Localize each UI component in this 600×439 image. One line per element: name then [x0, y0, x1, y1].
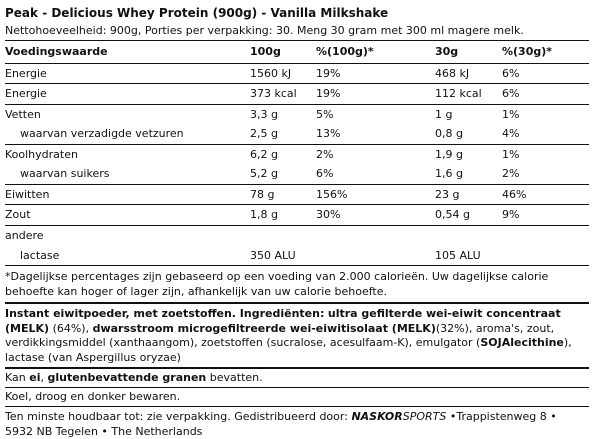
nutrition-table — [5, 41, 589, 265]
table-row — [5, 104, 589, 124]
value-100g: 2,5 g — [250, 127, 278, 141]
pct-100g: 2% — [316, 144, 435, 164]
pct-30g: 46% — [502, 184, 589, 205]
value-100g: 78 g — [250, 184, 316, 205]
product-title: Peak - Delicious Whey Protein (900g) - Vanilla Milkshake — [5, 6, 389, 20]
ingredients-section — [5, 302, 589, 367]
ingredient-whey-isolate: dwarsstroom microgefiltreerde wei-eiwitisolaat (MELK) — [92, 321, 436, 335]
allergen-suffix: bevatten. — [209, 371, 263, 385]
value-100g: 1,8 g — [250, 205, 316, 226]
pct-100g: 6% — [316, 167, 334, 181]
brand-name-rest: SPORTS — [402, 410, 447, 424]
value-30g: 0,54 g — [435, 205, 502, 226]
nutrient-name: lactase — [20, 248, 60, 262]
table-row — [5, 205, 589, 226]
header-nutrient: Voedingswaarde — [5, 45, 108, 59]
value-100g: 350 ALU — [250, 248, 296, 262]
table-row — [5, 246, 589, 266]
value-100g — [250, 225, 316, 245]
pct-100g: 19% — [316, 84, 435, 105]
allergen-egg: ei — [29, 371, 41, 385]
pct-100g: 19% — [316, 66, 341, 80]
table-row — [5, 124, 589, 144]
pct-30g: 9% — [502, 205, 589, 226]
value-30g: 105 ALU — [435, 248, 481, 262]
nutrient-name: Vetten — [5, 104, 250, 124]
address-street: •Trappistenweg 8 • — [449, 410, 557, 424]
pct-30g: 4% — [502, 127, 520, 141]
pct-30g: 6% — [502, 84, 589, 105]
value-30g: 112 kcal — [435, 84, 502, 105]
allergen-prefix: Kan — [5, 371, 26, 385]
value-30g: 1,9 g — [435, 144, 502, 164]
ingredients-lead: Instant eiwitpoeder, met zoetstoffen. Ingrediënten: — [5, 307, 325, 321]
value-100g: 3,3 g — [250, 104, 316, 124]
value-30g: 1 g — [435, 104, 502, 124]
pct-100g: 30% — [316, 205, 435, 226]
allergen-gluten: glutenbevattende granen — [47, 371, 207, 385]
pct-30g — [502, 246, 589, 266]
pct-30g: 1% — [502, 144, 589, 164]
table-row — [5, 144, 589, 164]
pct-100g — [316, 246, 435, 266]
pct-30g — [502, 225, 589, 245]
pct-30g: 2% — [502, 167, 520, 181]
pct-30g: 6% — [502, 66, 520, 80]
ingredient-list-rest: (32%), aroma's, zout, verdikkingsmiddel (xanthaangom), zoetstoffen (sucralose, acesulfaam-K), emulgator ( — [5, 321, 555, 350]
ingredient-soy-lecithin: SOJAlecithine — [480, 336, 564, 350]
best-before-text: Ten minste houdbaar tot: zie verpakking. Gedistribueerd door: — [5, 410, 348, 424]
value-30g: 1,6 g — [435, 167, 463, 181]
value-100g: 1560 kJ — [250, 66, 292, 80]
ingredient-pct-1: (64%), — [52, 321, 90, 335]
pct-100g: 5% — [316, 104, 435, 124]
table-row — [5, 225, 589, 245]
nutrient-name: waarvan suikers — [20, 167, 110, 181]
header-100g: 100g — [250, 45, 281, 59]
value-30g — [435, 225, 502, 245]
header-pct-30g: %(30g)* — [502, 45, 553, 59]
nutrient-name: Koolhydraten — [5, 144, 250, 164]
net-quantity-info: Nettohoeveelheid: 900g, Porties per verpakking: 30. Meng 30 gram met 300 ml magere melk. — [5, 24, 589, 42]
table-header-row — [5, 41, 589, 63]
value-100g: 5,2 g — [250, 167, 278, 181]
value-30g: 0,8 g — [435, 127, 463, 141]
nutrition-label — [5, 6, 589, 439]
nutrient-name: Energie — [5, 84, 250, 105]
daily-value-footnote: *Dagelijkse percentages zijn gebaseerd op een voeding van 2.000 calorieën. Uw dagelijkse calorie behoefte kan hoger of lager zijn, afhankelijk van uw calorie behoefte. — [5, 265, 589, 302]
value-30g: 23 g — [435, 184, 502, 205]
table-row — [5, 184, 589, 205]
value-100g: 6,2 g — [250, 144, 316, 164]
pct-100g: 156% — [316, 184, 435, 205]
table-row — [5, 84, 589, 105]
nutrient-name: Energie — [5, 66, 47, 80]
nutrient-name: Eiwitten — [5, 184, 250, 205]
value-30g: 468 kJ — [435, 66, 470, 80]
storage-instructions: Koel, droog en donker bewaren. — [5, 387, 589, 407]
header-pct-100g: %(100g)* — [316, 45, 374, 59]
header-30g: 30g — [435, 45, 459, 59]
address-city: 5932 NB Tegelen • The Netherlands — [5, 424, 203, 438]
pct-100g: 13% — [316, 127, 341, 141]
table-row — [5, 164, 589, 184]
ingredient-list-end: ), lactase (van Aspergillus oryzae) — [5, 336, 572, 364]
value-100g: 373 kcal — [250, 84, 316, 105]
allergen-separator: , — [40, 371, 44, 385]
ingredient-whey-concentrate: ultra gefilterde wei-eiwit concentraat (MELK) — [5, 307, 561, 335]
distributor-info — [5, 406, 589, 439]
brand-name-bold: NASKOR — [351, 410, 403, 424]
pct-100g — [316, 225, 435, 245]
nutrient-name: waarvan verzadigde vetzuren — [20, 127, 184, 141]
nutrient-name: andere — [5, 225, 250, 245]
nutrient-name: Zout — [5, 205, 250, 226]
table-row — [5, 63, 589, 84]
allergen-warning — [5, 367, 589, 387]
pct-30g: 1% — [502, 104, 589, 124]
